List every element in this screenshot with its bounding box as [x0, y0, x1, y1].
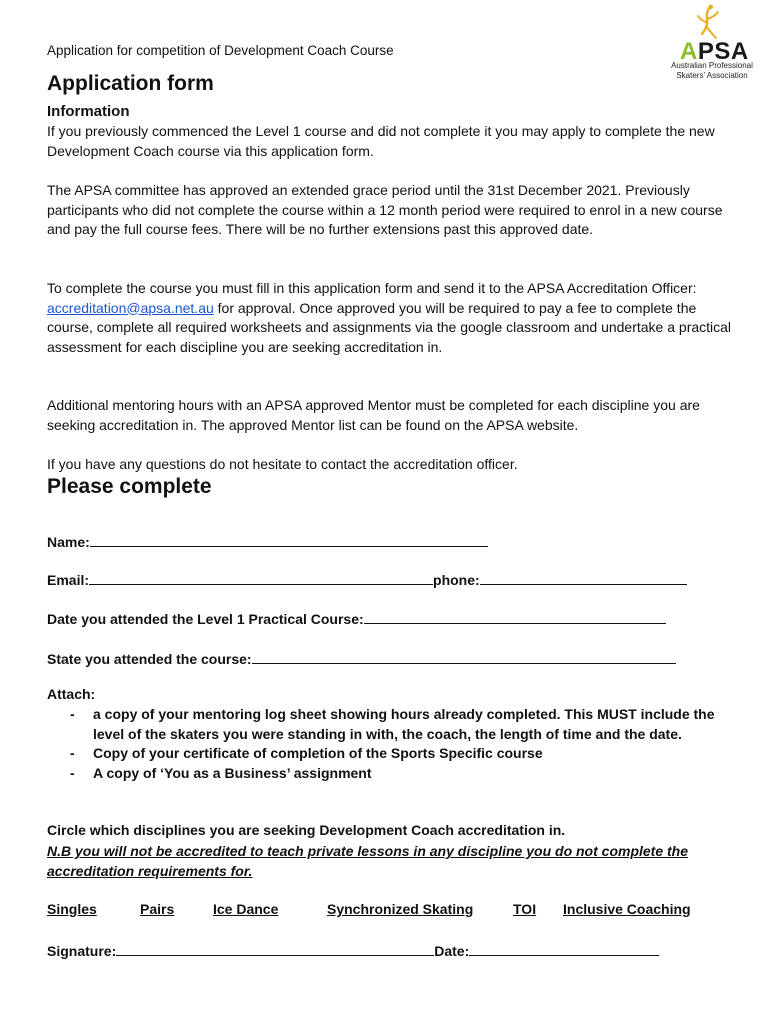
signature-line[interactable]	[116, 941, 434, 956]
email-label: Email:	[47, 572, 90, 588]
phone-label: phone:	[433, 572, 480, 588]
contact-paragraph: If you have any questions do not hesitate to contact the accreditation officer.	[47, 456, 518, 472]
discipline-synchronized-skating[interactable]: Synchronized Skating	[327, 901, 474, 917]
discipline-pairs[interactable]: Pairs	[140, 901, 175, 917]
disciplines-instruction: Circle which disciplines you are seeking Development Coach accreditation in.	[47, 822, 566, 838]
signature-label: Signature:	[47, 943, 117, 959]
logo-subtitle: Australian Professional Skaters' Association	[671, 61, 753, 80]
attach-list	[62, 705, 722, 783]
phone-line[interactable]	[480, 570, 687, 585]
discipline-toi[interactable]: TOI	[513, 901, 537, 917]
name-label: Name:	[47, 534, 90, 550]
date-attended-line[interactable]	[364, 609, 666, 624]
discipline-ice-dance[interactable]: Ice Dance	[213, 901, 279, 917]
state-attended-line[interactable]	[252, 649, 676, 664]
name-field[interactable]	[47, 532, 488, 550]
document-header-text: Application for competition of Development Coach Course	[47, 43, 394, 58]
date-line[interactable]	[469, 941, 659, 956]
signature-date-row	[47, 941, 659, 959]
please-complete-heading: Please complete	[47, 475, 212, 498]
completion-paragraph: To complete the course you must fill in this application form and send it to the APSA Accreditation Officer: accreditation@apsa.net.au for approval. Once approved you will be required to pay a fee to complete the course, complete all required worksheets and assignments via the google classroom and undertake a practical assessment for each discipline you are seeking accreditation in.	[47, 280, 732, 355]
email-line[interactable]	[89, 570, 433, 585]
email-phone-row	[47, 570, 687, 588]
disciplines-note: N.B you will not be accredited to teach private lessons in any discipline you do not complete the accreditation requirements for.	[47, 843, 689, 879]
accreditation-email-link[interactable]: accreditation@apsa.net.au	[47, 299, 214, 316]
attach-item: - A copy of ‘You as a Business’ assignment	[70, 764, 372, 781]
date-attended-field[interactable]	[47, 609, 666, 627]
attach-item: - Copy of your certificate of completion of the Sports Specific course	[70, 745, 543, 761]
discipline-singles[interactable]: Singles	[47, 901, 97, 917]
grace-period-paragraph: The APSA committee has approved an extended grace period until the 31st December 2021. Previously participants who did not complete the course within a 12 month period were required to enrol in a new course and pay the full course fees. There will be no further extensions past this approved date.	[47, 182, 723, 237]
intro-paragraph: If you previously commenced the Level 1 course and did not complete it you may apply to complete the new Development Coach course via this application form.	[47, 123, 715, 159]
state-attended-field[interactable]	[47, 649, 676, 667]
information-heading: Information	[47, 103, 130, 120]
discipline-inclusive-coaching[interactable]: Inclusive Coaching	[563, 901, 691, 917]
form-title: Application form	[47, 72, 214, 95]
state-attended-label: State you attended the course:	[47, 651, 252, 667]
name-line[interactable]	[90, 532, 488, 547]
mentoring-paragraph: Additional mentoring hours with an APSA approved Mentor must be completed for each discipline you are seeking accreditation in. The approved Mentor list can be found on the APSA website.	[47, 397, 700, 433]
apsa-logo	[664, 4, 760, 84]
attach-item: - a copy of your mentoring log sheet showing hours already completed. This MUST include the level of the skaters you were standing in with, the coach, the length of time and the date.	[70, 706, 715, 742]
logo-wordmark: APSA	[680, 38, 749, 65]
date-attended-label: Date you attended the Level 1 Practical Course:	[47, 611, 364, 627]
attach-label: Attach:	[47, 686, 96, 702]
date-label: Date:	[434, 943, 470, 959]
